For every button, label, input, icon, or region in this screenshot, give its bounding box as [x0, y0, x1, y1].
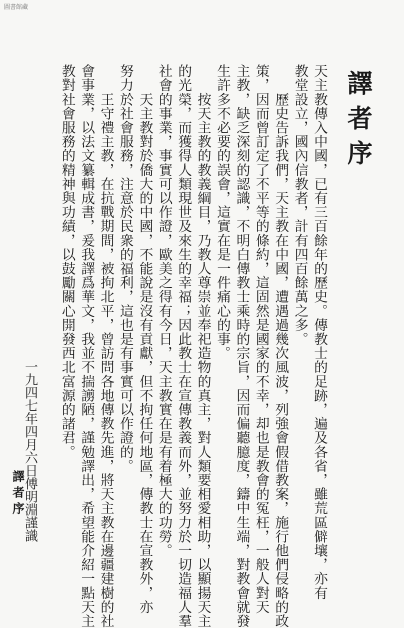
text-column: 天主教對於僑大的中國，不能說是沒有貢獻，但不拘任何地區，傳教士在宣教外，亦 — [136, 64, 153, 614]
text-column: 教對社會服務的精神與功績，以鼓勵關心開發西北富源的諸君。 — [58, 64, 75, 459]
library-stamp-text: 圖書館藏 — [4, 4, 29, 11]
text-column: 的光榮，而獲得人類現世及來生的幸福；因此教士在宣傳教義而外，並努力於一切造福人羣 — [175, 64, 192, 628]
text-column: 努力於社會服務，注意於民衆的福利，這也是有事實可以作證的。 — [116, 64, 133, 473]
text-column: 天主教傳入中國，已有三百餘年的歷史。傳教士的足跡，遍及各省，雖荒區僻壤，亦有 — [311, 64, 327, 600]
text-column: 社會的事業，事實可以作證，歐美之得有今日，天主教實在是有着極大的功勞。 — [155, 64, 172, 558]
text-column: 王守禮主教，在抗戰期間，被拘北平，曾訪問各地傳教先進，將天主教在邊疆建樹的社 — [97, 64, 114, 628]
text-column: 會事業，以法文纂輯成書，爰我譯爲華文，我並不揣謭陋，謹勉譯出，希望能介紹一點天主 — [78, 64, 95, 628]
page-title: 譯者序 — [344, 70, 373, 175]
date-signature: 一九四七年四月六日傅明淵謹識 — [22, 360, 37, 542]
running-footer-title: 譯者序 — [11, 470, 25, 518]
text-column: 教堂設立，國內信教者，計有四百餘萬之多。 — [291, 64, 308, 346]
text-column: 主教，缺乏深刻的認識，不明白傳教士乘時的宗旨，因而偏聽臆度，鑄中生端，對教會就發 — [233, 64, 250, 628]
text-column: 歷史告訴我們，天主教在中國，遭遇過幾次風波，列強會假借教案，施行他們侵略的政 — [272, 64, 289, 628]
text-column: 策，因而曾訂定了不平等的條約，這固然是國家的不幸，却也是教會的冤枉，一般人對天 — [252, 64, 269, 614]
preface-body — [56, 64, 328, 628]
text-column: 生許多不必要的誤會，這實在是一件痛心的事。 — [213, 64, 230, 361]
text-column: 按天主教的教義綱目，乃教人尊崇並奉祀造物的真主，對人類要相愛相助，以顯揚天主 — [194, 64, 211, 628]
